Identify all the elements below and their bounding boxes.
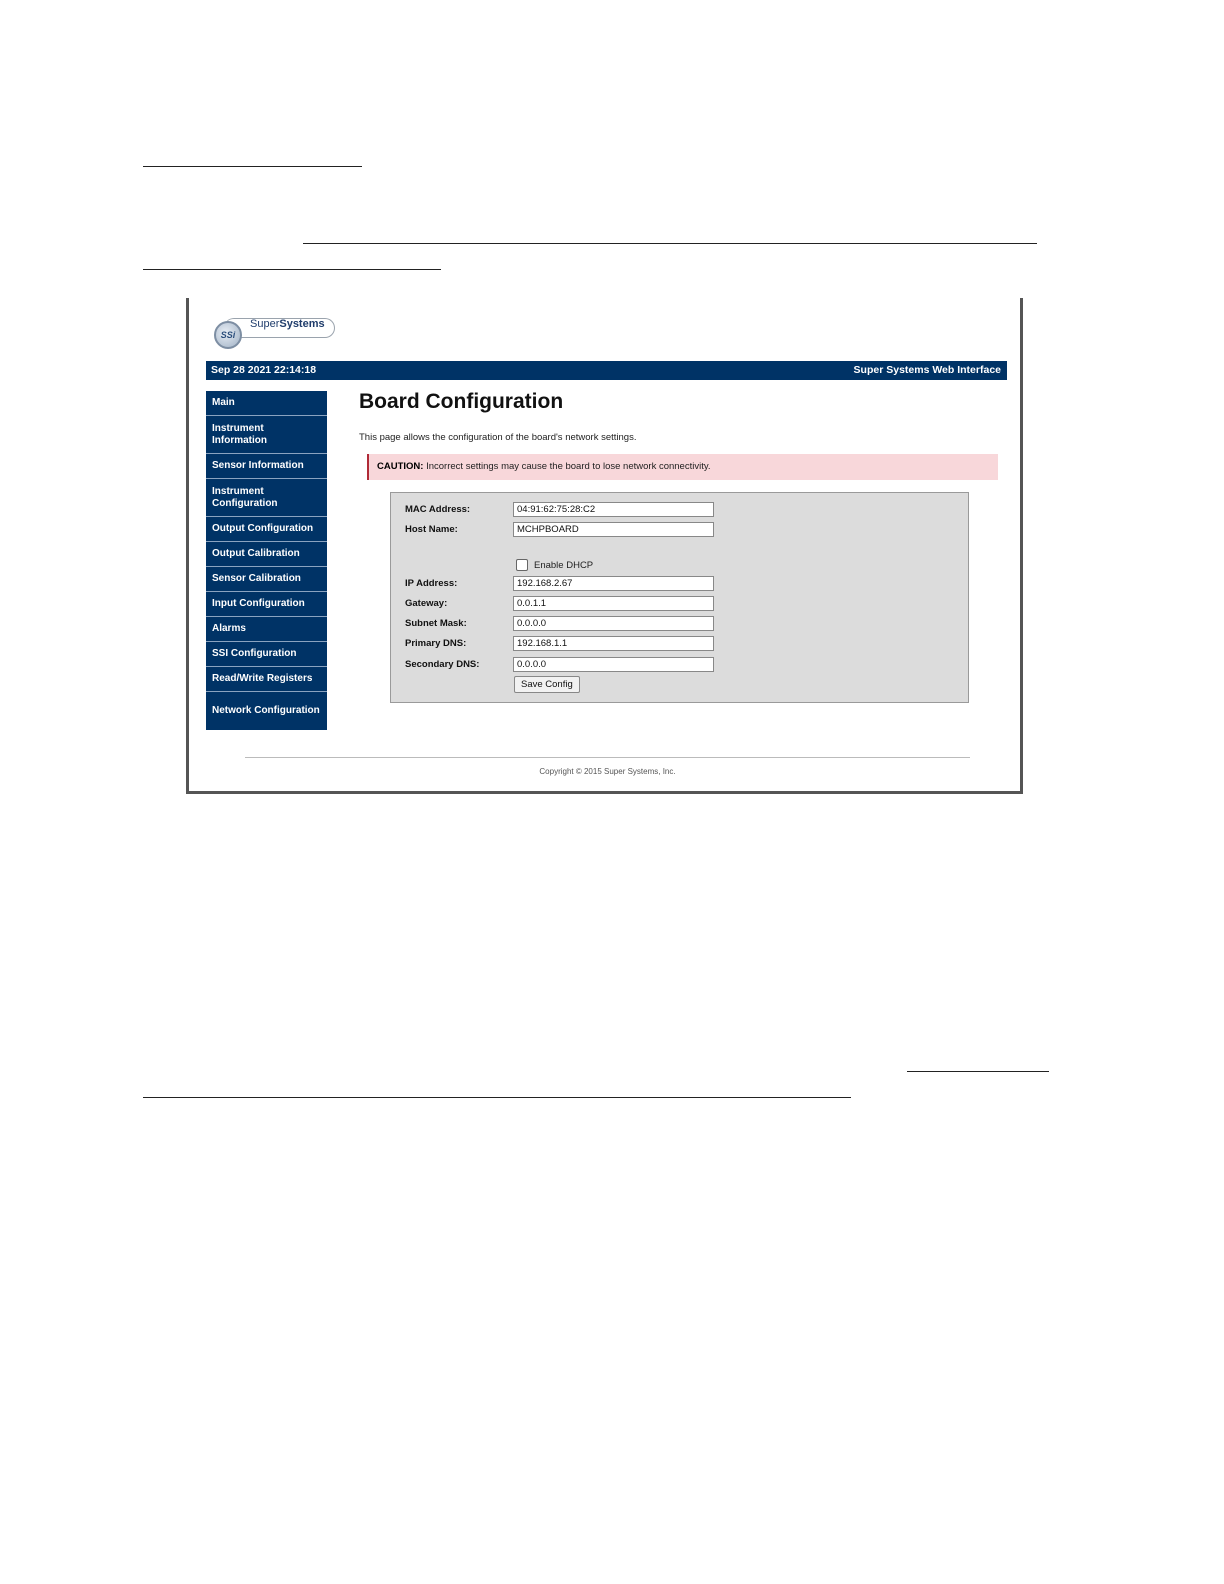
- web-interface-screenshot: [186, 298, 1023, 794]
- sidebar-item-ssi-configuration[interactable]: SSI Configuration: [206, 642, 327, 667]
- subnet-mask-field[interactable]: [513, 616, 714, 631]
- primary-dns-field[interactable]: [513, 636, 714, 651]
- sidebar-item-input-configuration[interactable]: Input Configuration: [206, 592, 327, 617]
- sidebar-item-output-configuration[interactable]: Output Configuration: [206, 517, 327, 542]
- sidebar-item-output-calibration[interactable]: Output Calibration: [206, 542, 327, 567]
- host-name-label: Host Name:: [405, 524, 458, 535]
- gateway-field[interactable]: [513, 596, 714, 611]
- secondary-dns-field[interactable]: [513, 657, 714, 672]
- sidebar-item-network-configuration[interactable]: Network Configuration: [206, 692, 327, 730]
- underline-rule: [143, 269, 441, 270]
- sidebar-item-sensor-calibration[interactable]: Sensor Calibration: [206, 567, 327, 592]
- gateway-label: Gateway:: [405, 598, 448, 609]
- host-name-field[interactable]: [513, 522, 714, 537]
- caution-banner: [367, 454, 998, 480]
- header-bar: [206, 361, 1007, 380]
- mac-address-field[interactable]: [513, 502, 714, 517]
- ip-address-label: IP Address:: [405, 578, 458, 589]
- page-title: Board Configuration: [359, 390, 564, 413]
- copyright-text: Copyright © 2015 Super Systems, Inc.: [539, 767, 676, 776]
- underline-rule: [907, 1071, 1049, 1072]
- caution-label: CAUTION:: [377, 461, 424, 472]
- sidebar-item-sensor-information[interactable]: Sensor Information: [206, 454, 327, 479]
- sidebar-nav: [206, 391, 327, 730]
- header-datetime: Sep 28 2021 22:14:18: [211, 364, 317, 376]
- footer-divider: [245, 757, 970, 758]
- sidebar-item-read-write-registers[interactable]: Read/Write Registers: [206, 667, 327, 692]
- page-description: This page allows the configuration of the board's network settings.: [359, 432, 637, 443]
- underline-rule: [143, 1097, 851, 1098]
- mac-address-label: MAC Address:: [405, 504, 471, 515]
- network-config-form: [390, 492, 969, 703]
- enable-dhcp-label: Enable DHCP: [534, 559, 594, 571]
- brand-name: SuperSystems: [250, 318, 325, 330]
- ssi-logo-icon: SSi: [214, 321, 242, 349]
- super-systems-logo: [214, 317, 334, 353]
- header-title: Super Systems Web Interface: [853, 364, 1001, 376]
- subnet-mask-label: Subnet Mask:: [405, 618, 467, 629]
- caution-text: Incorrect settings may cause the board to lose network connectivity.: [423, 461, 711, 472]
- sidebar-item-main[interactable]: Main: [206, 391, 327, 416]
- save-config-button[interactable]: Save Config: [514, 676, 580, 693]
- primary-dns-label: Primary DNS:: [405, 638, 467, 649]
- sidebar-item-instrument-configuration[interactable]: Instrument Configuration: [206, 479, 327, 517]
- ip-address-field[interactable]: [513, 576, 714, 591]
- underline-rule: [143, 166, 362, 167]
- enable-dhcp-option[interactable]: [516, 559, 593, 571]
- enable-dhcp-checkbox[interactable]: [516, 559, 528, 571]
- underline-rule: [303, 243, 1037, 244]
- sidebar-item-instrument-information[interactable]: Instrument Information: [206, 416, 327, 454]
- sidebar-item-alarms[interactable]: Alarms: [206, 617, 327, 642]
- secondary-dns-label: Secondary DNS:: [405, 659, 480, 670]
